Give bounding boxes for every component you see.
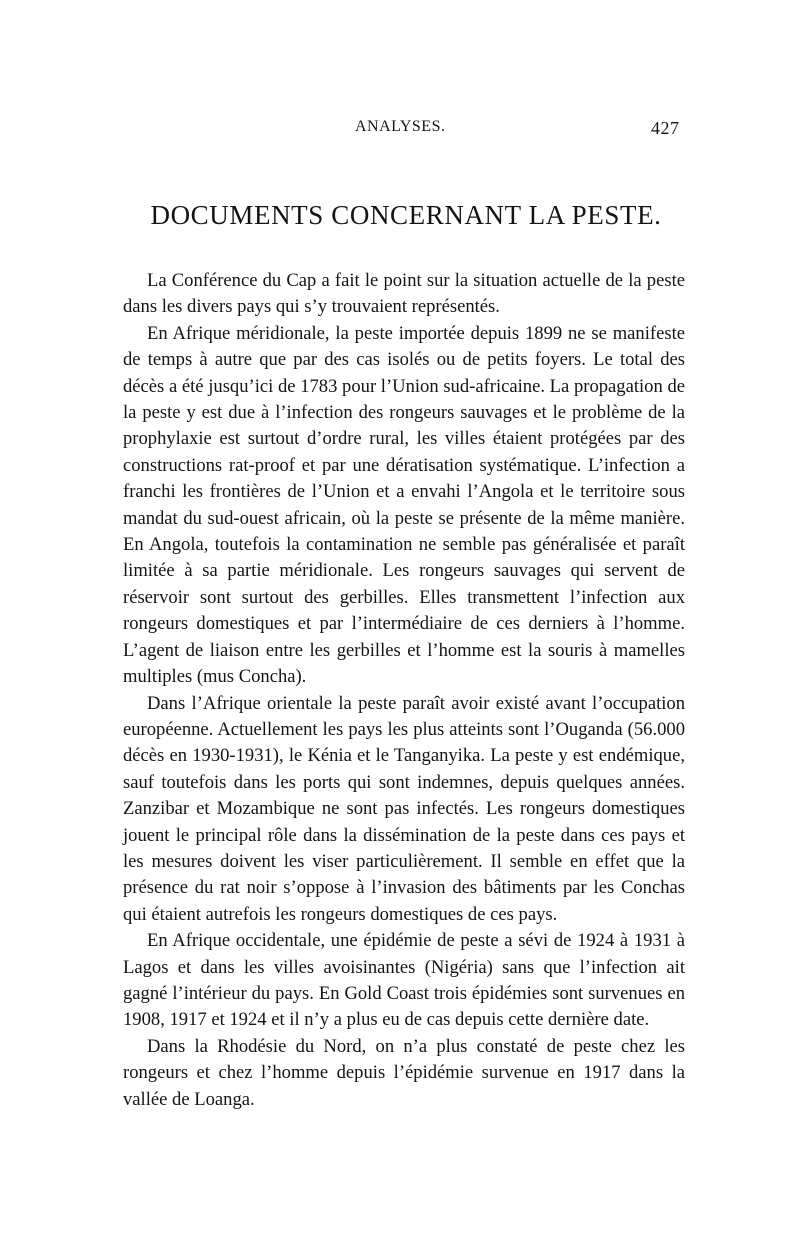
paragraph: Dans la Rhodésie du Nord, on n’a plus constaté de peste chez les rongeurs et chez l’homme depuis l’épidémie survenue en 1917 dans la vallée de Loanga. bbox=[123, 1035, 685, 1110]
paragraph: En Afrique occidentale, une épidémie de peste a sévi de 1924 à 1931 à Lagos et dans les villes avoisinantes (Nigéria) sans que l’infection ait gagné l’intérieur du pays. En Gold Coast trois épidémies sont survenues en 1908, 1917 et 1924 et il n’y a plus eu de cas depuis cette dernière date. bbox=[123, 930, 685, 1031]
article-title: DOCUMENTS CONCERNANT LA PESTE. bbox=[150, 200, 662, 230]
paragraph: En Afrique méridionale, la peste importée depuis 1899 ne se manifeste de temps à autre que par des cas isolés ou de petits foyers. Le total des décès a été jusqu’ici de 1783 pour l’Union sud-africaine. La propagation de la peste y est due à l’infection des rongeurs sauvages et le problème de la prophylaxie est surtout d’ordre rural, les villes étaient protégées par des constructions rat-proof et par une dératisation systématique. L’infection a franchi les frontières de l’Union et a envahi l’Angola et le territoire sous mandat du sud-ouest africain, où la peste se présente de la même manière. En Angola, toutefois la contamination ne semble pas généralisée et paraît limitée à sa partie méridionale. Les rongeurs sauvages qui servent de réservoir sont surtout des gerbilles. Elles transmettent l’infection aux rongeurs domestiques et par l’intermédiaire de ces derniers à l’homme. L’agent de liaison entre les gerbilles et l’homme est la souris à mamelles multiples (mus Concha). bbox=[123, 322, 685, 688]
running-title: ANALYSES. bbox=[355, 118, 446, 135]
page-number: 427 bbox=[651, 118, 680, 138]
running-header bbox=[0, 118, 800, 144]
article-body bbox=[123, 268, 685, 1113]
paragraph: Dans l’Afrique orientale la peste paraît avoir existé avant l’occupation européenne. Actuellement les pays les plus atteints sont l’Ouganda (56.000 décès en 1930-1931), le Kénia et le Tanganyika. La peste y est endémique, sauf toutefois dans les ports qui sont indemnes, depuis quelques années. Zanzibar et Mozambique ne sont pas infectés. Les rongeurs domestiques jouent le principal rôle dans la dissémination de la peste dans ces pays et les mesures doivent les viser particulièrement. Il semble en effet que la présence du rat noir s’oppose à l’invasion des bâtiments par les Conchas qui étaient autrefois les rongeurs domestiques de ces pays. bbox=[123, 692, 685, 925]
paragraph: La Conférence du Cap a fait le point sur la situation actuelle de la peste dans les divers pays qui s’y trouvaient représentés. bbox=[123, 270, 685, 318]
